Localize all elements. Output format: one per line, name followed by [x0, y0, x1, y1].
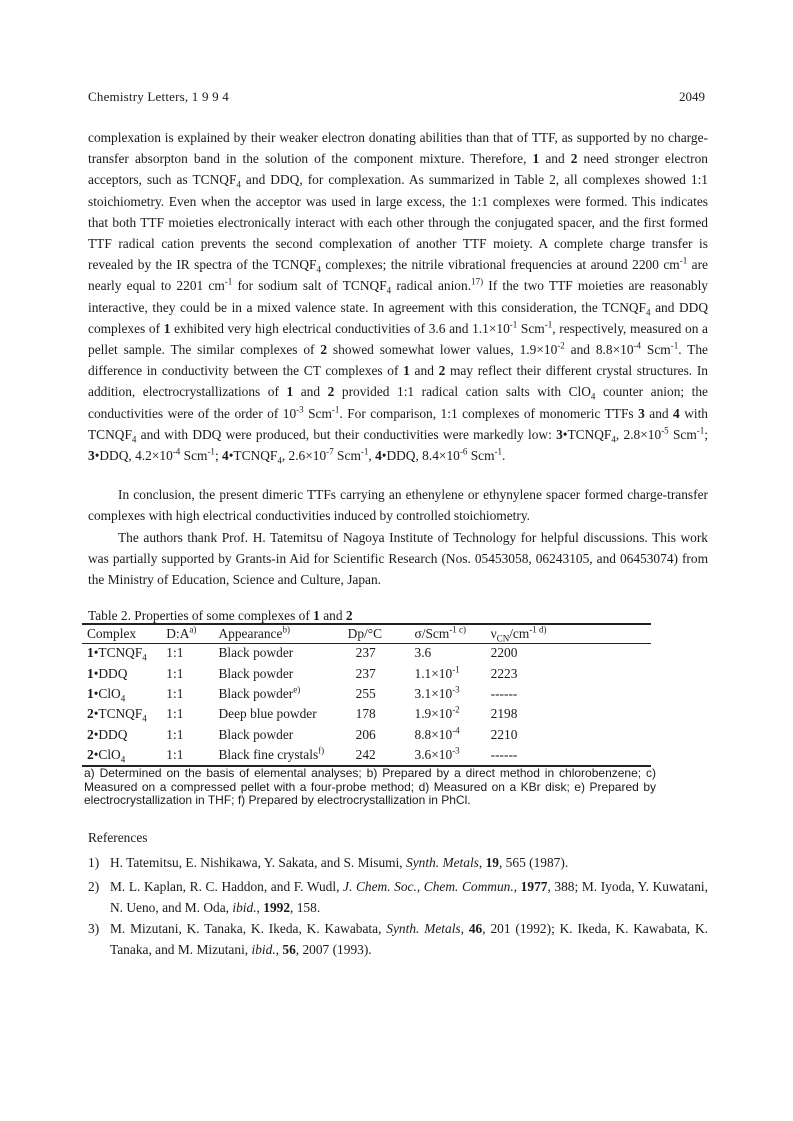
- cell-appearance: Black powder: [218, 726, 294, 742]
- cell-da: 1:1: [166, 706, 184, 722]
- cell-appearance: Deep blue powder: [218, 706, 317, 722]
- cell-dp: 178: [355, 706, 376, 722]
- col-header-conductivity: σ/Scm$^{-1 c)}$: [414, 624, 466, 641]
- table-row: [82, 663, 651, 683]
- cell-conductivity: $3.1\times 10^{-3}$: [414, 684, 460, 701]
- col-header-complex: Complex: [87, 625, 137, 641]
- table-caption: Table 2. Properties of some complexes of 1 and 2: [88, 608, 353, 623]
- cell-complex: 1•DDQ: [87, 665, 128, 681]
- table-header-row: [82, 624, 651, 643]
- cell-complex: 1•ClO$_4$: [87, 685, 126, 704]
- cell-da: 1:1: [166, 665, 184, 681]
- table-footnote: a) Determined on the basis of elemental analyses; b) Prepared by a direct method in chlorobenzene; c) Measured on a compressed pellet with a four-probe method; d) Measured on a KBr disk; e) Prepared by electrocrystallization in THF; f) Prepared by electrocrystallization in PhCl.: [84, 766, 656, 807]
- cell-conductivity: $1.9\times 10^{-2}$: [414, 704, 460, 722]
- references-heading: References: [88, 830, 148, 845]
- cell-appearance: Black powder$^{e)}$: [218, 684, 301, 701]
- col-header-appearance: Appearance$^{b)}$: [218, 624, 290, 641]
- table-row: [82, 643, 651, 663]
- body-paragraph-2: In conclusion, the present dimeric TTFs carrying an ethenylene or ethynylene spacer formed charge-transfer complexes with high electrical conductivities induced by controlled stoichiometry.: [88, 487, 708, 524]
- cell-appearance: Black powder: [218, 665, 294, 681]
- cell-nitrile-frequency: 2198: [490, 706, 518, 722]
- cell-nitrile-frequency: 2223: [490, 665, 518, 681]
- col-header-dp: Dp/°C: [347, 625, 383, 641]
- cell-conductivity: $8.8\times 10^{-4}$: [414, 725, 460, 742]
- cell-da: 1:1: [166, 726, 184, 742]
- cell-conductivity: 3.6: [414, 645, 432, 661]
- reference-item: 3) M. Mizutani, K. Tanaka, K. Ikeda, K. Kawabata, Synth. Metals, 46, 201 (1992); K. Ikeda, K. Kawabata, K. Tanaka, and M. Mizutani, ibid., 56, 2007 (1993).: [88, 921, 709, 958]
- journal-header: Chemistry Letters, 1 9 9 4: [88, 89, 229, 104]
- acknowledgment-paragraph: The authors thank Prof. H. Tatemitsu of Nagoya Institute of Technology for helpful discussions. This work was partially supported by Grants-in Aid for Scientific Research (Nos. 05453058, 06243105, and 06453074) from the Ministry of Education, Science and Culture, Japan.: [88, 530, 708, 588]
- cell-nitrile-frequency: 2200: [490, 645, 518, 661]
- cell-nitrile-frequency: ------: [490, 685, 518, 701]
- cell-complex: $1•TCNQF_4$: [87, 645, 147, 663]
- page-number: 2049: [679, 89, 705, 104]
- cell-nitrile-frequency: 2210: [490, 726, 518, 742]
- cell-appearance: Black fine crystals$^{f)}$: [218, 745, 325, 763]
- complex-properties-table: [82, 624, 651, 765]
- col-header-da: $D:A^{a)}$: [166, 624, 197, 641]
- reference-item: 2) M. L. Kaplan, R. C. Haddon, and F. Wudl, J. Chem. Soc., Chem. Commun., 1977, 388; M. Iyoda, Y. Kuwatani, N. Ueno, and M. Oda, ibid., 1992, 158.: [88, 879, 708, 916]
- cell-dp: 255: [355, 685, 376, 701]
- cell-da: 1:1: [166, 747, 184, 763]
- cell-dp: 206: [355, 726, 376, 742]
- reference-item: 1) H. Tatemitsu, E. Nishikawa, Y. Sakata, and S. Misumi, Synth. Metals, 19, 565 (1987).: [88, 855, 569, 870]
- cell-conductivity: $3.6\times 10^{-3}$: [414, 745, 460, 763]
- cell-dp: 237: [355, 665, 376, 681]
- cell-da: 1:1: [166, 645, 184, 661]
- cell-complex: 2•ClO$_4$: [87, 747, 126, 765]
- table-row: [82, 684, 651, 704]
- cell-complex: 2•DDQ: [87, 726, 128, 742]
- cell-appearance: Black powder: [218, 645, 294, 661]
- table-row: [82, 704, 651, 724]
- cell-complex: $2•TCNQF_4$: [87, 706, 147, 725]
- table-row: [82, 725, 651, 745]
- cell-nitrile-frequency: ------: [490, 747, 518, 763]
- col-header-nitrile-frequency: $\nu_{CN}/cm^{-1 d)}$: [490, 624, 547, 644]
- cell-dp: 237: [355, 645, 376, 661]
- cell-da: 1:1: [166, 685, 184, 701]
- table-row: [82, 745, 651, 765]
- cell-dp: 242: [355, 747, 376, 763]
- cell-conductivity: $1.1\times 10^{-1}$: [414, 664, 460, 681]
- body-paragraph-1: complexation is explained by their weaker electron donating abilities than that of TTF, as supported by no charge-transfer absorpton band in the solution of the component mixture. Therefore, 1 and 2 need stronger electron acceptors, such as $TCNQF_4$ and DDQ, for complexation. As summarized in Table 2, all complexes showed 1:1 stoichiometry. Even when the acceptor was used in large excess, the 1:1 complexes were formed. This indicates that both TTF moieties electronically interact with each other through the conjugated spacer, and the first formed TTF radical cation prevents the second complexation of another TTF moiety. A complete charge transfer is revealed by the IR spectra of the $TCNQF_4$ complexes; the nitrile vibrational frequencies at around 2200 $cm^{-1}$ are nearly equal to 2201 $cm^{-1}$ for sodium salt of $TCNQF_4$ radical anion.$^{17)}$ If the two TTF moieties are reasonably interactive, they could be in a mixed valence state. In agreement with this consideration, the $TCNQF_4$ and DDQ complexes of 1 exhibited very high electrical conductivities of 3.6 and $1.1\times 10^{-1}$ Scm$^{-1}$, respectively, measured on a pellet sample. The similar complexes of 2 showed somewhat lower values, $1.9\times 10^{-2}$ and $8.8\times 10^{-4}$ Scm$^{-1}$. The difference in conductivity between the CT complexes of 1 and 2 may reflect their different crystal structures. In addition, electrocrystallizations of 1 and 2 provided 1:1 radical cation salts with ClO$_4$ counter anion; the conductivities were of the order of $10^{-3}$ Scm$^{-1}$. For comparison, 1:1 complexes of monomeric TTFs 3 and 4 with $TCNQF_4$ and with DDQ were produced, but their conductivities were markedly low: $3•TCNQF_4$, $2.8\times 10^{-5}$ Scm$^{-1}$; 3•DDQ, $4.2\times 10^{-4}$ Scm$^{-1}$; $4•TCNQF_4$, $2.6\times 10^{-7}$ Scm$^{-1}$, 4•DDQ, $8.4\times 10^{-6}$ Scm$^{-1}$.: [88, 130, 709, 466]
